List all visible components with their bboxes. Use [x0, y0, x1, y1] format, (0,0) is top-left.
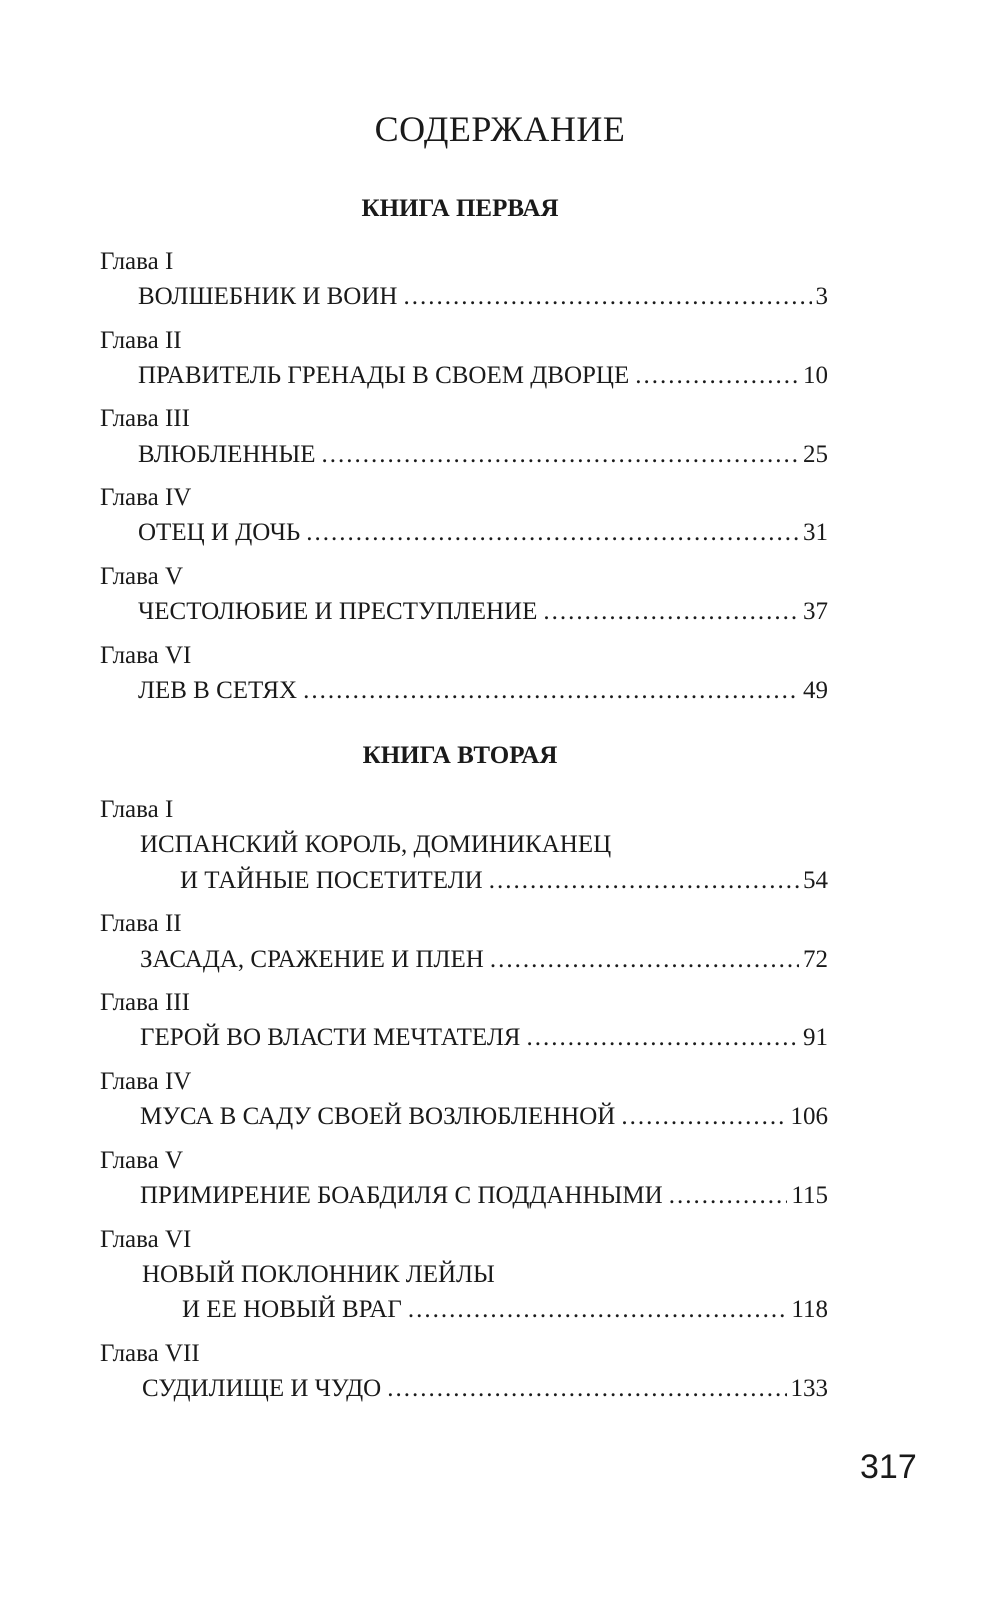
toc-entry[interactable] [140, 1102, 828, 1132]
toc-entry-page: 37 [803, 598, 828, 625]
toc-entry-title: ВОЛШЕБНИК И ВОИН [138, 283, 398, 310]
page-number: 317 [860, 1448, 917, 1486]
toc-entry[interactable] [138, 518, 828, 548]
chapter-label: Глава V [100, 563, 184, 590]
toc-entry[interactable] [138, 597, 828, 627]
toc-entry-page: 10 [803, 362, 828, 389]
toc-entry-title: И ЕЕ НОВЫЙ ВРАГ [182, 1296, 402, 1323]
book-heading-1: КНИГА ПЕРВАЯ [361, 195, 559, 222]
toc-entry[interactable] [140, 1023, 828, 1053]
dot-leader [543, 597, 799, 627]
toc-entry[interactable] [138, 440, 828, 470]
toc-entry[interactable] [138, 676, 828, 706]
toc-entry-page: 133 [790, 1375, 828, 1402]
chapter-label: Глава III [100, 405, 190, 432]
dot-leader [303, 676, 799, 706]
toc-entry-title: ЧЕСТОЛЮБИЕ И ПРЕСТУПЛЕНИЕ [138, 598, 538, 625]
toc-entry[interactable] [180, 866, 828, 896]
dot-leader [322, 440, 799, 470]
toc-entry[interactable] [140, 1181, 828, 1211]
toc-entry-title: ЛЕВ В СЕТЯХ [138, 677, 298, 704]
toc-entry-title: ВЛЮБЛЕННЫЕ [138, 441, 316, 468]
chapter-label: Глава III [100, 989, 190, 1016]
page-title: СОДЕРЖАНИЕ [374, 109, 626, 149]
toc-entry[interactable] [140, 945, 828, 975]
book-heading-2: КНИГА ВТОРАЯ [362, 742, 558, 769]
toc-entry-page: 72 [803, 946, 828, 973]
dot-leader [403, 282, 811, 312]
toc-entry-page: 115 [791, 1182, 828, 1209]
toc-entry-title: ПРИМИРЕНИЕ БОАБДИЛЯ С ПОДДАННЫМИ [140, 1182, 663, 1209]
dot-leader [408, 1295, 788, 1325]
toc-entry[interactable] [142, 1374, 828, 1404]
toc-entry-page: 91 [803, 1024, 828, 1051]
dot-leader [306, 518, 799, 548]
toc-entry-title: И ТАЙНЫЕ ПОСЕТИТЕЛИ [180, 867, 483, 894]
toc-entry-title: СУДИЛИЩЕ И ЧУДО [142, 1375, 382, 1402]
toc-entry[interactable] [138, 282, 828, 312]
chapter-label: Глава V [100, 1147, 184, 1174]
toc-entry-page: 25 [803, 441, 828, 468]
dot-leader [621, 1102, 786, 1132]
chapter-label: Глава II [100, 327, 182, 354]
chapter-label: Глава VI [100, 1226, 192, 1253]
chapter-label: Глава II [100, 910, 182, 937]
toc-entry-page: 31 [803, 519, 828, 546]
toc-entry-title-line1: НОВЫЙ ПОКЛОННИК ЛЕЙЛЫ [142, 1261, 495, 1288]
dot-leader [526, 1023, 799, 1053]
toc-entry-title: ГЕРОЙ ВО ВЛАСТИ МЕЧТАТЕЛЯ [140, 1024, 521, 1051]
toc-entry-title-line1: ИСПАНСКИЙ КОРОЛЬ, ДОМИНИКАНЕЦ [140, 831, 612, 858]
dot-leader [387, 1374, 786, 1404]
toc-entry-page: 118 [791, 1296, 828, 1323]
dot-leader [635, 361, 799, 391]
chapter-label: Глава IV [100, 1068, 192, 1095]
toc-entry-page: 54 [803, 867, 828, 894]
toc-entry-title: ПРАВИТЕЛЬ ГРЕНАДЫ В СВОЕМ ДВОРЦЕ [138, 362, 630, 389]
toc-entry-title: ОТЕЦ И ДОЧЬ [138, 519, 301, 546]
chapter-label: Глава I [100, 796, 174, 823]
toc-entry-page: 106 [790, 1103, 828, 1130]
toc-entry[interactable] [182, 1295, 828, 1325]
chapter-label: Глава VII [100, 1340, 200, 1367]
toc-entry-page: 3 [815, 283, 828, 310]
dot-leader [669, 1181, 788, 1211]
toc-entry-page: 49 [803, 677, 828, 704]
dot-leader [489, 866, 799, 896]
dot-leader [490, 945, 799, 975]
chapter-label: Глава I [100, 248, 174, 275]
chapter-label: Глава VI [100, 642, 192, 669]
chapter-label: Глава IV [100, 484, 192, 511]
toc-entry-title: ЗАСАДА, СРАЖЕНИЕ И ПЛЕН [140, 946, 484, 973]
toc-entry-title: МУСА В САДУ СВОЕЙ ВОЗЛЮБЛЕННОЙ [140, 1103, 616, 1130]
toc-entry[interactable] [138, 361, 828, 391]
